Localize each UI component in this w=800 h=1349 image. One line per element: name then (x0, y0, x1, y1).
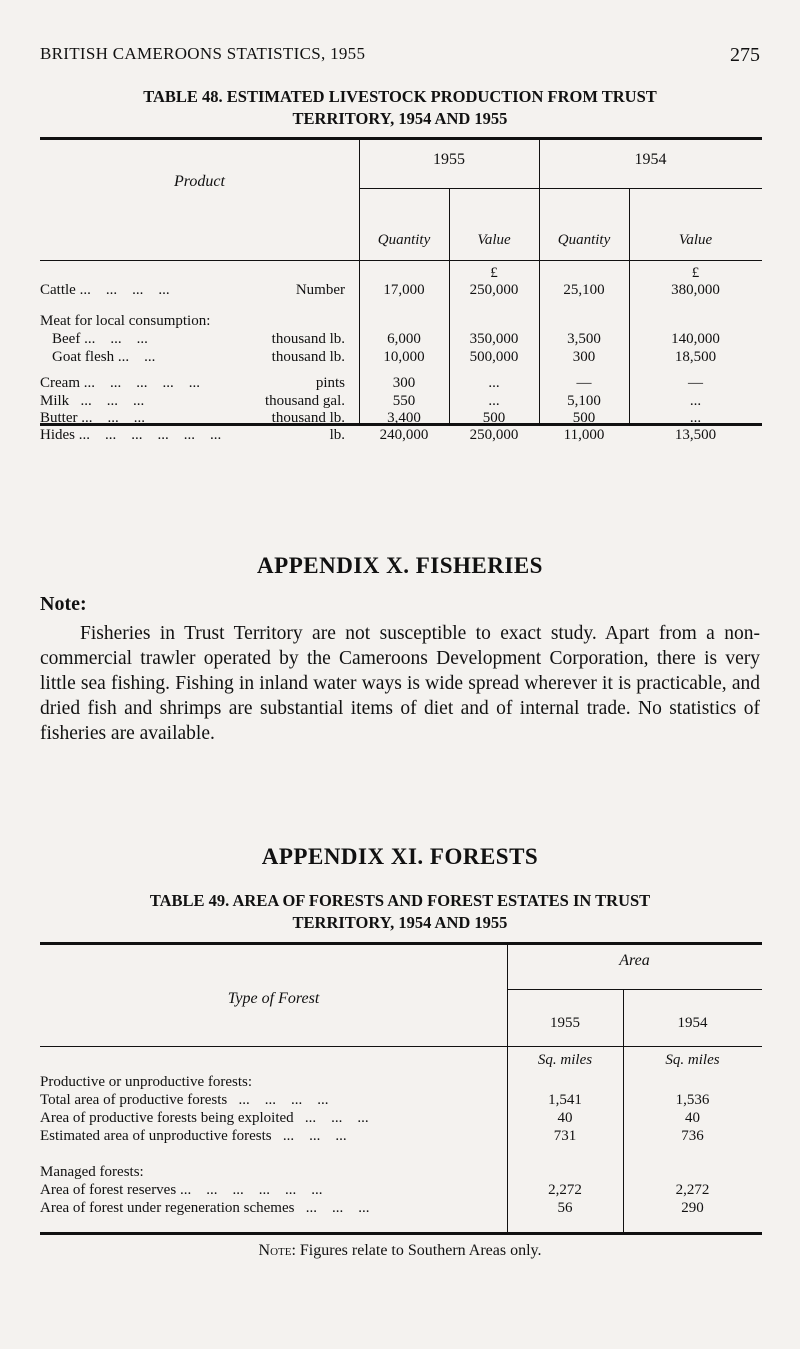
table49-bottom-rule (40, 1232, 762, 1235)
table49-area-rule (507, 989, 762, 990)
unit-label: Sq. miles (537, 1052, 593, 1068)
cell-v54: ... (689, 393, 702, 409)
leader-dots: ... ... ... (293, 1110, 369, 1126)
running-title: BRITISH CAMEROONS STATISTICS, 1955 (40, 44, 366, 63)
cell-q54: 5,100 (567, 393, 601, 409)
row-label: Area of forest under regeneration schemes (40, 1200, 295, 1216)
row-label: Cattle (40, 282, 76, 298)
cell-a54: 736 (681, 1128, 704, 1144)
table48-year-1955: 1955 (433, 151, 465, 168)
table48-year-1954: 1954 (634, 151, 667, 168)
cell-q55: 550 (392, 393, 416, 409)
footnote-label: Note: (258, 1242, 296, 1259)
cell-q55: 300 (392, 375, 416, 391)
row-unit: lb. (329, 427, 345, 443)
table48 (40, 137, 762, 457)
row-label: Total area of productive forests (40, 1092, 228, 1108)
cell-q54: — (576, 375, 592, 391)
leader-dots: ... ... ... ... ... ... (75, 427, 222, 443)
row-label: Milk (40, 393, 70, 409)
leader-dots: ... ... ... (69, 393, 145, 409)
cell-v55: 500,000 (469, 349, 519, 365)
cell-a55: 731 (553, 1128, 577, 1144)
unit-label: Sq. miles (665, 1052, 720, 1068)
group-label: Productive or unproductive forests: (40, 1074, 253, 1090)
footnote-text: Figures relate to Southern Areas only. (299, 1242, 542, 1259)
cell-v55: 350,000 (469, 331, 519, 347)
cell-q55: 10,000 (383, 349, 425, 365)
leader-dots: ... ... ... (271, 1128, 347, 1144)
cell-a54: 2,272 (675, 1182, 710, 1198)
currency-symbol: £ (490, 265, 498, 281)
table49-col-area: Area (619, 952, 650, 969)
table48-header-rule (40, 260, 762, 261)
row-unit: Number (295, 282, 345, 298)
cell-v54: 380,000 (671, 282, 720, 298)
table49-footnote (0, 1242, 800, 1260)
table48-title-line2: TERRITORY, 1954 AND 1955 (292, 109, 508, 128)
cell-a55: 1,541 (548, 1092, 582, 1108)
leader-dots: ... ... ... ... ... (79, 375, 204, 391)
leader-dots: ... ... ... (77, 410, 145, 426)
cell-v55: 250,000 (469, 427, 519, 443)
cell-q54: 500 (572, 410, 596, 426)
leader-dots: ... ... ... ... (227, 1092, 329, 1108)
appendix-xi-title: APPENDIX XI. FORESTS (261, 844, 539, 869)
leader-dots: ... ... ... (80, 331, 148, 347)
cell-a55: 40 (557, 1110, 573, 1126)
cell-q55: 3,400 (387, 410, 421, 426)
row-label: Goat flesh (52, 349, 115, 365)
cell-q54: 11,000 (563, 427, 605, 443)
cell-a54: 290 (681, 1200, 704, 1216)
table48-sub-quantity-1954: Quantity (557, 232, 611, 248)
table49-year-1955: 1955 (550, 1015, 580, 1031)
row-label: Hides (40, 427, 75, 443)
cell-a54: 1,536 (675, 1092, 710, 1108)
cell-q55: 6,000 (387, 331, 421, 347)
currency-symbol: £ (691, 265, 700, 281)
cell-v54: 13,500 (674, 427, 717, 443)
table48-top-rule (40, 137, 762, 140)
page-number: 275 (730, 44, 760, 66)
cell-a55: 56 (557, 1200, 573, 1216)
cell-v54: 18,500 (674, 349, 717, 365)
table49-title-line1: TABLE 49. AREA OF FORESTS AND FOREST ESTATES IN TRUST (149, 891, 651, 910)
fisheries-paragraph: Fisheries in Trust Territory are not susceptible to exact study. Apart from a non-commercial trawler operated by the Cameroons Development Corporation, there is very little sea fishing. Fishing in inland water ways is wide spread wherever it is practicable, and dried fish and shrimps are substantial items of diet and of internal trade. No statistics of fisheries are available. (40, 623, 760, 744)
row-label: Butter (40, 410, 78, 426)
cell-q55: 17,000 (383, 282, 425, 298)
cell-v55: 250,000 (469, 282, 519, 298)
cell-v54: 140,000 (671, 331, 720, 347)
table48-sub-quantity-1955: Quantity (377, 232, 431, 248)
row-unit: thousand lb. (271, 331, 345, 347)
cell-q54: 300 (572, 349, 596, 365)
table49-top-rule (40, 942, 762, 945)
cell-v55: ... (488, 393, 500, 409)
row-unit: thousand gal. (265, 393, 345, 409)
cell-v54: ... (689, 410, 702, 426)
leader-dots: ... ... ... ... ... ... (176, 1182, 323, 1198)
cell-v54: — (688, 375, 703, 391)
row-label: Beef (52, 331, 81, 347)
row-label: Estimated area of unproductive forests (40, 1128, 272, 1144)
table48-col-product: Product (174, 173, 225, 190)
leader-dots: ... ... ... (294, 1200, 370, 1216)
leader-dots: ... ... ... ... (75, 282, 170, 298)
group-label: Meat for local consumption: (40, 313, 211, 329)
cell-q54: 3,500 (567, 331, 601, 347)
appendix-x-title: APPENDIX X. FISHERIES (257, 553, 543, 578)
cell-a54: 40 (685, 1110, 700, 1126)
cell-v55: ... (488, 375, 500, 391)
table49-title-line2: TERRITORY, 1954 AND 1955 (292, 913, 508, 932)
row-label: Area of productive forests being exploited (40, 1110, 294, 1126)
table49 (40, 942, 762, 1272)
table48-title-line1: TABLE 48. ESTIMATED LIVESTOCK PRODUCTION FROM TRUST (143, 87, 657, 106)
row-unit: thousand lb. (271, 349, 345, 365)
note-heading: Note: (40, 593, 87, 615)
table48-sub-value-1954: Value (678, 232, 713, 248)
leader-dots: ... ... (114, 349, 156, 365)
row-unit: thousand lb. (271, 410, 345, 426)
cell-v55: 500 (482, 410, 506, 426)
table49-year-1954: 1954 (677, 1015, 708, 1031)
cell-a55: 2,272 (548, 1182, 582, 1198)
row-label: Cream (40, 375, 80, 391)
table48-year-rule (359, 188, 762, 189)
group-label: Managed forests: (40, 1164, 144, 1180)
row-label: Area of forest reserves (40, 1182, 177, 1198)
cell-q54: 25,100 (563, 282, 605, 298)
cell-q55: 240,000 (379, 427, 429, 443)
table49-header-rule (40, 1046, 762, 1047)
table49-col-type: Type of Forest (227, 990, 320, 1007)
row-unit: pints (315, 375, 345, 391)
table48-sub-value-1955: Value (477, 232, 511, 248)
